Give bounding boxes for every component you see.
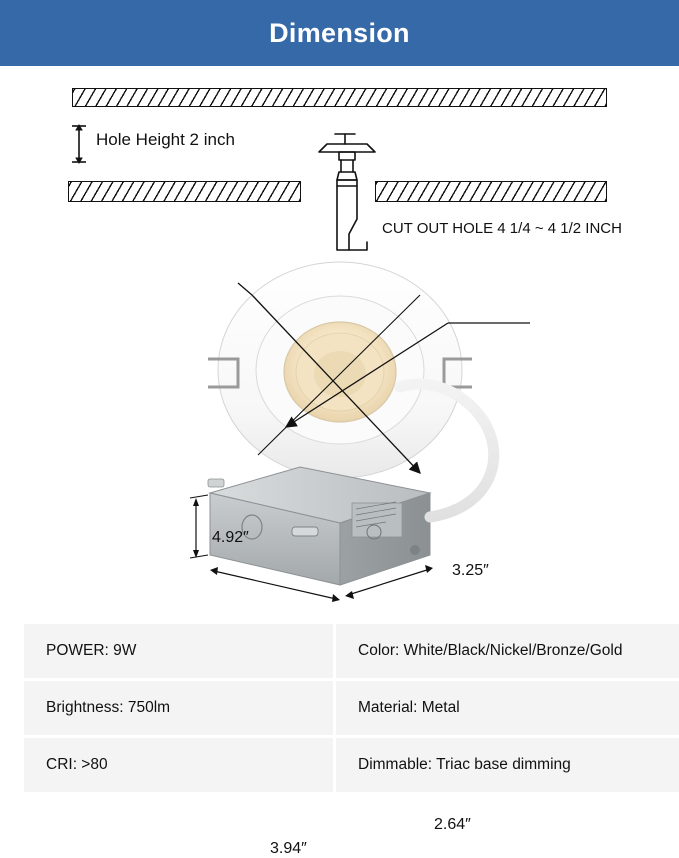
spec-dimmable: Dimmable: Triac base dimming [335, 737, 679, 793]
height-arrow-icon [70, 124, 88, 164]
table-row [24, 737, 679, 793]
fixture-drawing-svg [0, 255, 679, 610]
header-banner [0, 0, 679, 66]
table-row [24, 680, 679, 737]
ceiling-cutout-illustration [0, 66, 679, 266]
ceiling-hatch-left [68, 181, 301, 202]
ceiling-hatch-top [72, 88, 607, 107]
spec-brightness: Brightness: 750lm [24, 680, 335, 737]
spec-cri: CRI: >80 [24, 737, 335, 793]
specifications-table [24, 624, 679, 792]
dimension-driver-width: 3.94″ [270, 840, 307, 858]
fixture-dimension-drawing [0, 255, 679, 610]
table-row [24, 624, 679, 680]
page-title: Dimension [269, 18, 410, 49]
spec-color: Color: White/Black/Nickel/Bronze/Gold [335, 624, 679, 680]
ceiling-hatch-right [375, 181, 607, 202]
fixture-side-view-icon [305, 124, 395, 264]
spec-material: Material: Metal [335, 680, 679, 737]
cutout-hole-label: CUT OUT HOLE 4 1/4 ~ 4 1/2 INCH [382, 220, 622, 237]
dimension-driver-depth: 2.64″ [434, 816, 471, 834]
dimension-inner-diameter: 3.25″ [452, 562, 489, 580]
spec-power: POWER: 9W [24, 624, 335, 680]
dimension-outer-diameter: 4.92″ [212, 529, 249, 547]
hole-height-label: Hole Height 2 inch [96, 130, 235, 150]
